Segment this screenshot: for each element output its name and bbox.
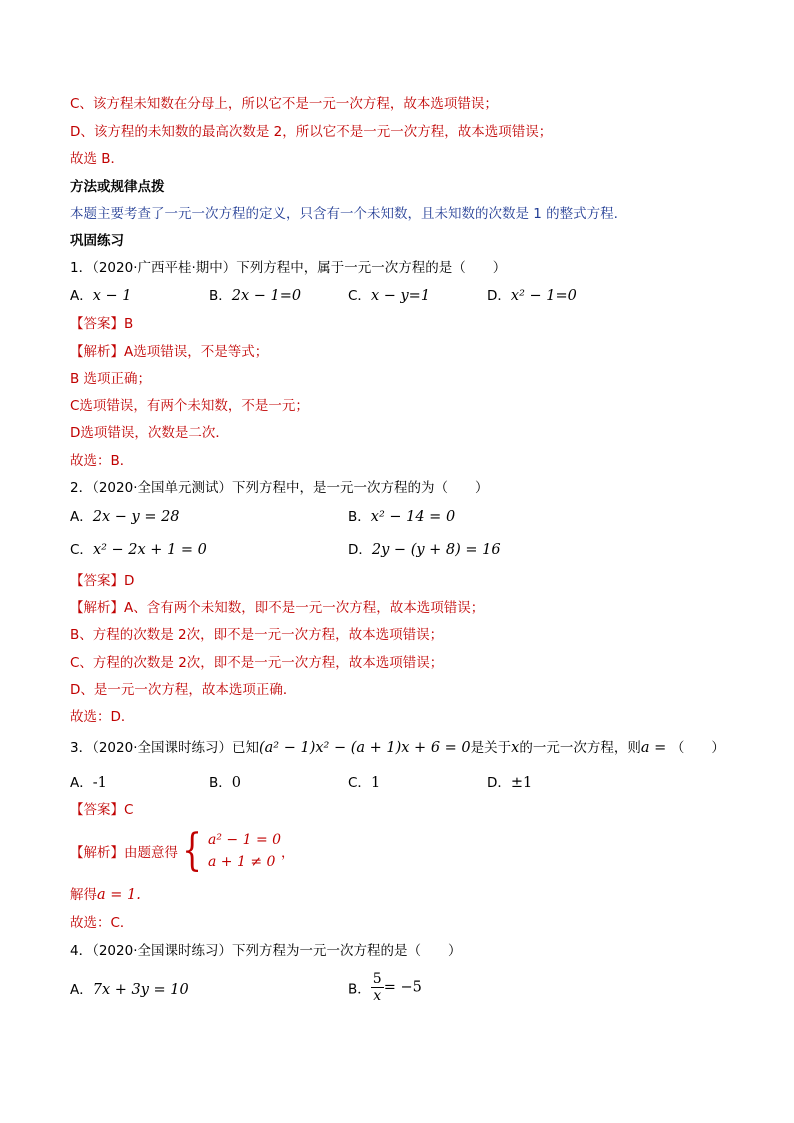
equation-system <box>208 829 281 873</box>
analysis-text: 由题意得 <box>124 845 178 861</box>
stem-equation: (a² − 1)x² − (a + 1)x + 6 = 0 <box>259 740 471 756</box>
stem-text: 的一元一次方程，则 <box>519 740 641 756</box>
fraction-numerator: 5 <box>372 971 382 987</box>
answer-label: 【答案】 <box>70 802 124 818</box>
q1-option-a <box>70 286 132 306</box>
option-letter: D． <box>348 542 372 558</box>
stem-variable: x <box>511 740 520 756</box>
analysis-text: A选项错误，不是等式； <box>124 344 269 360</box>
option-letter: D． <box>487 288 511 304</box>
analysis-label: 【解析】 <box>70 845 124 861</box>
q1-analysis-line: C选项错误，有两个未知数，不是一元； <box>70 398 309 414</box>
q2-analysis-line: C、方程的次数是 2次，即不是一元一次方程，故本选项错误； <box>70 655 444 671</box>
option-letter: A． <box>70 775 93 791</box>
stem-text: 3．（2020·全国课时练习）已知 <box>70 740 259 756</box>
method-text: 本题主要考查了一元一次方程的定义，只含有一个未知数，且未知数的次数是 1 的整式方程. <box>70 206 618 222</box>
option-value: ±1 <box>510 775 533 791</box>
stem-text: （ ） <box>670 740 725 756</box>
method-heading: 方法或规律点拨 <box>70 179 165 195</box>
q3-conclusion: 故选：C． <box>70 915 134 931</box>
explanation-d-line: D、该方程的未知数的最高次数是 2，所以它不是一元一次方程，故本选项错误； <box>70 124 553 140</box>
answer-value: D <box>124 573 135 589</box>
option-math: x² − 14 = 0 <box>370 509 456 525</box>
option-value: 1 <box>370 775 381 791</box>
system-tail: ， <box>281 845 295 861</box>
solve-text: 解得 <box>70 887 97 903</box>
answer-label: 【答案】 <box>70 573 124 589</box>
system-equation: a + 1 ≠ 0 <box>208 854 276 870</box>
option-letter: A． <box>70 509 93 525</box>
q3-option-b <box>209 773 241 793</box>
option-math: 7x + 3y = 10 <box>92 982 189 998</box>
practice-heading: 巩固练习 <box>70 233 124 249</box>
q2-analysis-line <box>70 598 484 618</box>
option-letter: B． <box>348 509 371 525</box>
q2-option-a <box>70 507 180 527</box>
q1-stem: 1．（2020·广西平桂·期中）下列方程中，属于一元一次方程的是（ ） <box>70 260 507 276</box>
option-math: 2x − y = 28 <box>92 509 180 525</box>
q1-option-b <box>209 286 301 306</box>
analysis-text: A、含有两个未知数，即不是一元一次方程，故本选项错误； <box>124 600 485 616</box>
q1-analysis-line <box>70 342 268 362</box>
option-value: -1 <box>92 775 107 791</box>
q4-option-b <box>348 971 422 1004</box>
q3-answer <box>70 800 133 820</box>
q4-stem: 4．（2020·全国课时练习）下列方程为一元一次方程的是（ ） <box>70 943 462 959</box>
option-letter: C． <box>348 775 371 791</box>
explanation-c-line: C、该方程未知数在分母上，所以它不是一元一次方程，故本选项错误； <box>70 96 498 112</box>
answer-value: C <box>124 802 134 818</box>
q3-stem <box>70 738 725 758</box>
q4-option-a <box>70 980 189 1000</box>
q2-option-c <box>70 540 207 560</box>
q2-analysis-line: B、方程的次数是 2次，即不是一元一次方程，故本选项错误； <box>70 627 444 643</box>
q1-analysis-line: D选项错误，次数是二次． <box>70 425 229 441</box>
option-letter: B． <box>348 981 371 998</box>
option-letter: B． <box>209 775 232 791</box>
q2-conclusion: 故选：D． <box>70 709 135 725</box>
option-value: 0 <box>231 775 241 791</box>
option-math: x − 1 <box>92 288 132 304</box>
q3-option-c <box>348 773 380 793</box>
stem-variable: a = <box>640 740 671 756</box>
option-math: x² − 1=0 <box>510 288 577 304</box>
q2-answer <box>70 571 134 591</box>
q1-conclusion: 故选：B． <box>70 453 134 469</box>
option-letter: A． <box>70 982 93 998</box>
answer-label: 【答案】 <box>70 316 124 332</box>
option-letter: B． <box>209 288 232 304</box>
option-math: 2y − (y + 8) = 16 <box>371 542 501 558</box>
q1-option-d <box>487 286 577 306</box>
answer-value: B <box>124 316 134 332</box>
q2-option-b <box>348 507 455 527</box>
q2-analysis-line: D、是一元一次方程，故本选项正确． <box>70 682 297 698</box>
option-math: 2x − 1=0 <box>231 288 302 304</box>
q3-option-a <box>70 773 107 793</box>
explanation-conclusion: 故选 B． <box>70 151 125 167</box>
system-equation: a² − 1 = 0 <box>208 832 282 848</box>
option-letter: A． <box>70 288 93 304</box>
q1-answer <box>70 314 133 334</box>
option-letter: D． <box>487 775 511 791</box>
q3-solve-line <box>70 885 141 905</box>
analysis-label: 【解析】 <box>70 344 124 360</box>
q1-analysis-line: B 选项正确； <box>70 371 152 387</box>
option-letter: C． <box>348 288 371 304</box>
analysis-label: 【解析】 <box>70 600 124 616</box>
solve-math: a = 1. <box>97 887 141 903</box>
option-math: = −5 <box>383 979 422 996</box>
option-math: x² − 2x + 1 = 0 <box>92 542 207 558</box>
q3-option-d <box>487 773 532 793</box>
option-math: x − y=1 <box>370 288 431 304</box>
stem-text: 是关于 <box>470 740 512 756</box>
brace-symbol: { <box>182 825 202 876</box>
q1-option-c <box>348 286 430 306</box>
option-letter: C． <box>70 542 93 558</box>
fraction-denominator: x <box>373 988 382 1004</box>
q2-stem: 2．（2020·全国单元测试）下列方程中，是一元一次方程的为（ ） <box>70 480 489 496</box>
fraction <box>371 971 384 1004</box>
q3-analysis-line <box>70 825 295 876</box>
q2-option-d <box>348 540 501 560</box>
